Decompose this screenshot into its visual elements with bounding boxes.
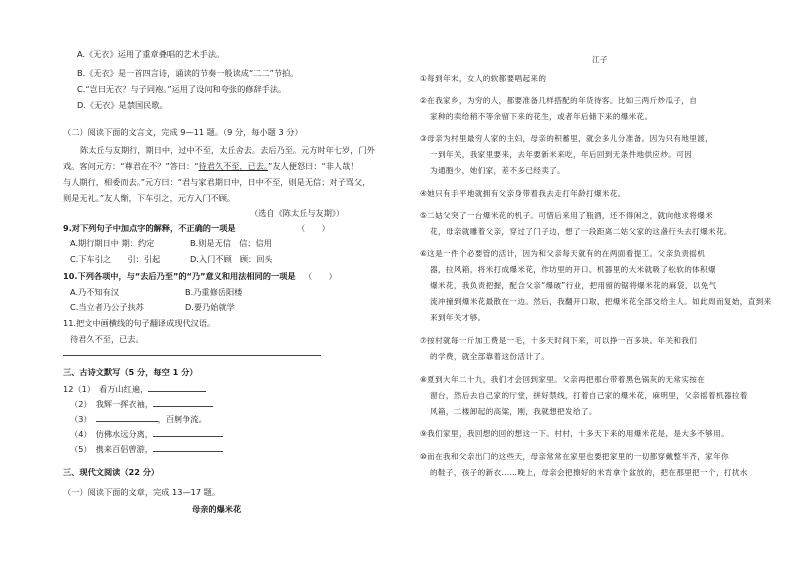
q10-option-c: C.当立者乃公子扶苏 [70, 302, 144, 312]
q12-blank-1[interactable] [148, 383, 206, 392]
question-11: 11.把文中画横线的句子翻译成现代汉语。 [63, 318, 216, 328]
answer-line-q11[interactable] [63, 355, 321, 356]
article-title: 母亲的爆米花 [192, 504, 242, 514]
para-line-15: ⑦按村就每一斤加工费是一毛，十多天时间下来，可以挣一百多块。年关和我们 [420, 336, 698, 345]
q12-item-5-text: （5） 携来百侣曾游， [70, 444, 153, 454]
para-line-21: ⑩而在我和父亲出门的这些天，母亲常常在家里也要把家里的一切都穿戴整半齐，家年你 [420, 452, 730, 461]
para-line-13: 流冲撞到爆米花最散在一边。然后，我翻开口取，把爆米花全部交给主人。如此周而复始，直到来 [430, 297, 772, 306]
para-line-17: ⑧夏到大年二十九，我们才会回到家里。父亲再把那台带着黑色锅灰的无常实按在 [420, 375, 706, 384]
para-line-9: 花，母亲就雕着父亲，穿过了门子边，想了一段距离二姑父家的这盏行头去打爆米花。 [430, 227, 732, 236]
passage-source: （选自《陈太丘与友期》） [250, 208, 345, 218]
q11-sentence: 待君久不至，已去。 [70, 334, 144, 344]
para-line-2: ②在我家乡，为穷的人，都要准备几样搭配的年货待客。比如三两斤炒瓜子，自 [420, 96, 698, 105]
para-line-18: 窗台，然后去自己家的厅堂，拼好禁线，打着自己家的爆米花，麻明里，父亲摇着机器拉着 [430, 391, 748, 400]
q10-option-a: A.乃不知有汉 [70, 287, 119, 297]
para-line-3: 家种的卖给稍不等余留下来的花生，或者年后储下来的爆米花。 [430, 112, 653, 121]
passage-line-3: 与人期行，相委而去。”元方曰：“君与家君期日中，日中不至，则是无信；对子骂父， [63, 177, 371, 187]
q12-blank-4[interactable] [153, 428, 223, 437]
section-4-subheading: （一）阅读下面的文章，完成 13—17 题。 [63, 487, 221, 497]
q12-item-2-text: （2） 我辉一挥衣袖， [70, 399, 153, 409]
section-3-heading: 三、古诗文默写（5 分，每空 1 分） [63, 367, 198, 377]
q9-option-c: C.下车引之 引：引起 [70, 254, 161, 264]
para-line-1: ①每到年末，女人的软都要唱起来的 [420, 74, 547, 83]
q12-blank-2[interactable] [153, 398, 213, 407]
q12-item-3-suffix: ，百舸争流。 [157, 414, 207, 424]
passage-line-1: 陈太丘与友期行，期日中，过中不至，太丘舍去。去后乃至。元方时年七岁，门外 [80, 145, 375, 155]
passage-line-2-start: 戏。客问元方：“尊君在不？”答曰：“ [63, 161, 199, 171]
q12-item-4 [70, 428, 223, 440]
para-line-5: 一到年关，我家里要来，去年要新米来吃，年后回到无条件地供应炒。可因 [430, 150, 693, 159]
q12-item-4-text: （4） 仿佛水远分离， [70, 429, 153, 439]
q12-blank-5[interactable] [153, 443, 223, 452]
para-line-22: 的鞋子，孩子的新衣……晚上，母亲会把擦好的米肯拿个盆放的，把在那里把一个，打扰水 [430, 468, 748, 477]
q12-blank-3[interactable] [96, 413, 158, 422]
q12-item-3 [70, 413, 207, 425]
para-line-12: 爆米花，我负责把握，配合父亲“爆破”行业，把用留的锯将爆米花的麻袋，以免气 [430, 281, 717, 290]
para-line-7: ④她只有手平地就拥有父亲身带着我去走打年龄打爆米花。 [420, 189, 626, 198]
q9-option-d: D.入门不顾 顾：回头 [190, 254, 273, 264]
para-line-20: ⑨我们家里，我回想的回的想这一下。村村，十多天下来的用爆米花是，是大多不够用。 [420, 429, 730, 438]
para-line-10: ⑥这是一件个必要管的活计，因为和父亲每天就有的在两面看提工。父亲负责摇机 [420, 249, 706, 258]
para-line-16: 的学费，就全部靠着这份活计了。 [430, 352, 550, 361]
option-a-q8: A.《无衣》运用了重章叠唱的艺术手法。 [77, 49, 225, 59]
q9-option-b: B.则是无信 信：信用 [190, 238, 272, 248]
section-4-heading: 三、现代文阅读（22 分） [63, 467, 160, 477]
option-b-q8: B.《无衣》是一首四言诗，诵读的节奏一般读成“二二”节拍。 [77, 68, 299, 78]
para-line-14: 来到年关才够。 [430, 313, 486, 322]
q10-option-b: B.乃重修岳阳楼 [185, 287, 243, 297]
section-classical-heading: （二）阅读下面的文言文，完成 9—11 题。（9 分，每小题 3 分） [63, 127, 303, 137]
q9-option-a: A.期行期日中 期：约定 [70, 238, 155, 248]
passage-line-2-end: ”友人便怒曰：“非人哉！ [268, 161, 359, 171]
question-10-paren: （ ） [304, 271, 337, 281]
option-c-q8: C.“岂曰无衣？与子同袍。”运用了设问和夸张的修辞手法。 [77, 84, 287, 94]
q12-item-2 [70, 398, 213, 410]
q12-item-1-text: 12（1） 看万山红遍， [63, 384, 149, 394]
para-line-8: ⑤二姑父突了一台爆米花的机子。可惜后来用了瓶酒，还不得闲之，就向他求将爆米 [420, 211, 714, 220]
q12-item-3-text: （3） [70, 414, 96, 424]
passage-line-2 [63, 161, 359, 172]
question-10: 10.下列各项中，与“去后乃至”的“乃”意义和用法相同的一项是 [63, 271, 296, 281]
q12-item-5 [70, 443, 223, 455]
para-line-19: 风箱，二楼卸起的高粱，刚，我就想把发给了。 [430, 407, 597, 416]
option-d-q8: D.《无衣》是禁国民歌。 [77, 100, 168, 110]
para-line-4: ③母亲为村里最穷人家的主妇，母亲的积蓄里，就会多儿分准备。因为只有地里渡， [420, 134, 714, 143]
article-author: 江子 [592, 55, 608, 64]
passage-line-4: 则是无礼。”友人惭，下车引之，元方入门不顾。 [63, 193, 236, 203]
question-9-paren: （ ） [297, 223, 330, 233]
para-line-11: 器，拉风箱，将米打成爆米花，作坊里的开口。机器里的大米就吸了松软的体积爆 [430, 265, 716, 274]
underlined-sentence: 待君久不至，已去。 [198, 161, 269, 171]
q12-item-1 [63, 383, 206, 395]
q10-option-d: D.要乃始就学 [185, 302, 235, 312]
para-line-6: 为通胞少，她们家，差不多已经卖了。 [430, 166, 566, 175]
question-9: 9.对下列句子中加点字的解释，不正确的一项是 [63, 223, 236, 233]
